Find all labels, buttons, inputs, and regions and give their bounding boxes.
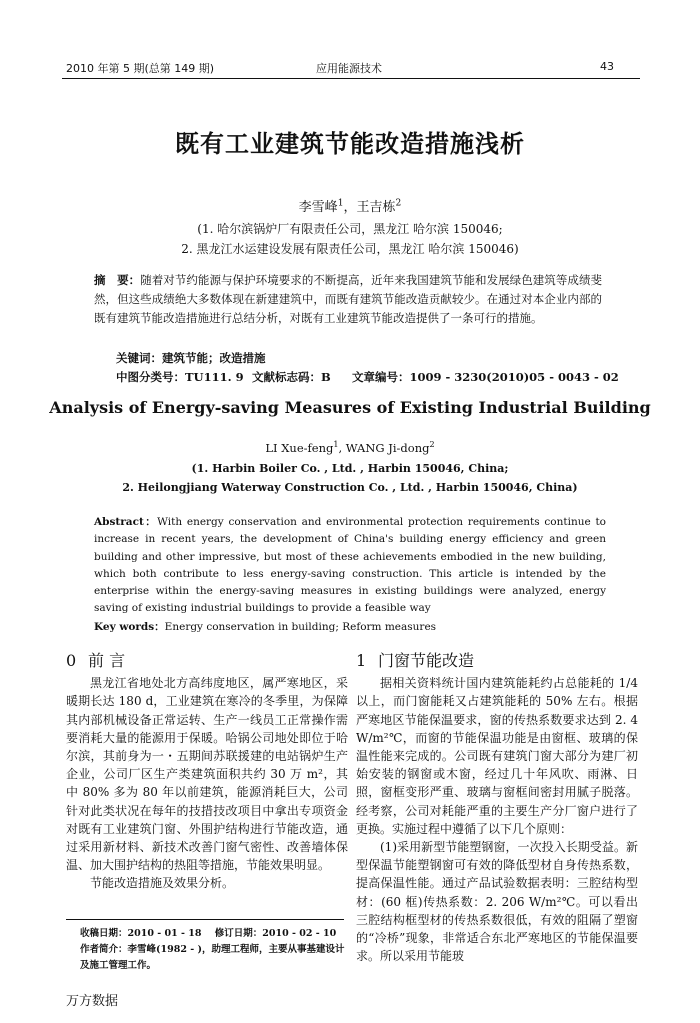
doc-label: 文献标志码： (252, 370, 321, 384)
abstract-en-text: With energy conservation and environmental protection requirements continue to increase in recent years, the development of China's building energy efficiency and green building and other impressive, but most of these achievements embodied in the new building, which both contribute to less energy-saving construction. This article is intended by the enterprise within the energy-saving measures in existing buildings were analyzed, energy saving of existing industrial buildings to provide a feasible way (94, 516, 606, 615)
author1-en: LI Xue-feng (265, 440, 334, 455)
article-value: 1009 - 3230(2010)05 - 0043 - 02 (409, 370, 619, 384)
left-column (66, 652, 348, 893)
author1-zh: 李雪峰 (298, 200, 338, 215)
author1-zh-mark: 1 (337, 198, 344, 209)
section-1-paragraph-1: 据相关资料统计国内建筑能耗约占总能耗的 1/4 以上，而门窗能耗又占建筑能耗的 50% 左右。根据严寒地区节能保温要求，窗的传热系数要求达到 2. 4 W/m²℃，而窗的节能保温功能是由窗框、玻璃的保温性能来完成的。公司既有建筑门窗大部分为建厂初始安装的钢窗或木窗，经过几十年风吹、雨淋、日照，窗框变形严重、玻璃与窗框间密封用腻子脱落。经考察，公司对耗能严重的主要生产分厂窗户进行了更换。实施过程中遵循了以下几个原则： (356, 676, 638, 836)
keywords-en-text: Energy conservation in building; Reform measures (164, 621, 437, 633)
received-date: 2010 - 01 - 18 (127, 928, 202, 939)
doc-code (252, 369, 331, 385)
author2-en: WANG Ji-dong (345, 440, 430, 455)
bio-text: 李雪峰(1982 - )，助理工程师，主要从事基建设计及施工管理工作。 (80, 944, 345, 971)
watermark: 万方数据 (66, 994, 119, 1009)
authors-zh (0, 196, 700, 215)
footnote-bio (80, 942, 350, 974)
authors-en (0, 440, 700, 455)
section-0-number: 0 (66, 651, 77, 670)
keywords-en (94, 619, 436, 634)
section-0-paragraph-1: 黑龙江省地处北方高纬度地区，属严寒地区，采暖期长达 180 d，工业建筑在寒冷的冬季里，为保障其内部机械设备正常运转、生产一线员工正常操作需要消耗大量的能源用于保暖。哈锅公司地处即位于哈尔滨，其前身为一・五期间苏联援建的电站锅炉生产企业，公司厂区生产类建筑面积共约 30 万 m²，其中 80% 多为 80 年以前建筑，能源消耗巨大，公司针对此类状况在每年的技措技改项目中拿出专项资金对既有工业建筑门窗、外围护结构进行节能改造，通过采用新材料、新技术改善门窗气密性、改善墙体保温、加大围护结构的热阻等措施，节能效果明显。 (66, 676, 348, 873)
abstract-en (94, 514, 606, 618)
section-0-title: 前 言 (88, 651, 126, 670)
abstract-zh (94, 271, 602, 328)
right-column (356, 652, 638, 965)
author2-zh: 王吉栋 (356, 200, 396, 215)
footnote-rule (66, 919, 344, 920)
received-label: 收稿日期： (80, 928, 128, 939)
author-sep-zh: ， (343, 200, 357, 215)
title-en: Analysis of Energy-saving Measures of Existing Industrial Building (49, 398, 651, 417)
clc-number (116, 369, 244, 385)
abstract-en-label: Abstract： (94, 516, 158, 528)
footnote-dates (80, 926, 350, 942)
header-journal: 应用能源技术 (316, 62, 382, 75)
header-page-number: 43 (600, 60, 614, 73)
author-sep-en: , (338, 440, 346, 455)
header-rule (62, 78, 640, 79)
section-1-title: 门窗节能改造 (378, 651, 475, 670)
section-1-heading (356, 652, 638, 670)
keywords-en-label: Key words： (94, 621, 165, 633)
author2-en-mark: 2 (429, 440, 435, 449)
revised-date: 2010 - 02 - 10 (262, 928, 337, 939)
article-number (352, 369, 619, 385)
section-1-number: 1 (356, 651, 367, 670)
bio-label: 作者简介： (80, 944, 128, 955)
author1-en-mark: 1 (333, 440, 339, 449)
keywords-zh-label: 关键词： (116, 351, 162, 365)
revised-label: 修订日期： (214, 928, 263, 939)
abstract-zh-text: 随着对节约能源与保护环境要求的不断提高，近年来我国建筑节能和发展绿色建筑等成绩斐然，但这些成绩绝大多数体现在新建建筑中，而既有建筑节能改造贡献较少。在通过对本企业内部的既有建筑节能改造措施进行总结分析，对既有工业建筑节能改造提供了一条可行的措施。 (94, 273, 602, 325)
abstract-zh-label: 摘 要： (94, 273, 141, 287)
section-0-heading (66, 652, 348, 670)
header-issue: 2010 年第 5 期(总第 149 期) (66, 62, 215, 75)
title-zh: 既有工业建筑节能改造措施浅析 (175, 129, 525, 158)
footnote (80, 926, 350, 974)
affiliation-zh-1: (1. 哈尔滨锅炉厂有限责任公司，黑龙江 哈尔滨 150046; (197, 222, 503, 236)
keywords-zh-text: 建筑节能；改造措施 (162, 351, 266, 365)
clc-label: 中图分类号： (116, 370, 185, 384)
affiliation-en-2: 2. Heilongjiang Waterway Construction Co. , Ltd. , Harbin 150046, China) (122, 481, 578, 494)
keywords-zh (116, 350, 266, 366)
section-0-paragraph-2: 节能改造措施及效果分析。 (90, 876, 235, 891)
article-label: 文章编号： (352, 370, 410, 384)
author2-zh-mark: 2 (395, 198, 402, 209)
affiliation-en-1: (1. Harbin Boiler Co. , Ltd. , Harbin 150046, China; (191, 462, 509, 475)
clc-value: TU111. 9 (185, 370, 244, 384)
section-1-paragraph-2: (1)采用新型节能塑钢窗，一次投入长期受益。新型保温节能塑钢窗可有效的降低型材自身传热系数，提高保温性能。通过产品试验数据表明：三腔结构型材：(60 框)传热系数：2. 206 W/m²℃。可以看出三腔结构框型材的传热系数很低，有效的阻隔了塑窗的“冷桥”现象，非常适合东北严寒地区的节能保温要求。所以采用节能玻 (356, 840, 638, 964)
doc-value: B (321, 370, 331, 384)
affiliation-zh-2: 2. 黑龙江水运建设发展有限责任公司，黑龙江 哈尔滨 150046) (181, 242, 519, 256)
